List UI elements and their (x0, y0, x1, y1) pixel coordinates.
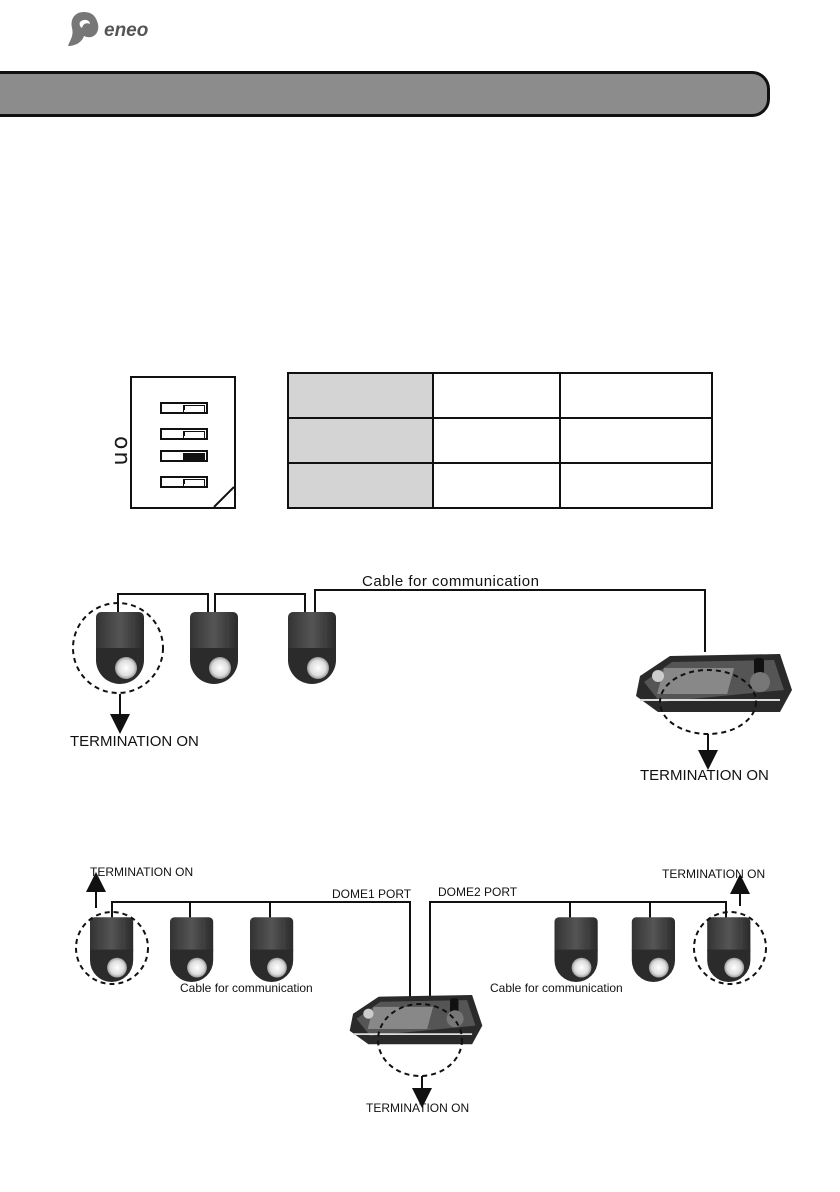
dome-camera-icon (555, 917, 598, 982)
termination-label-bottom: TERMINATION ON (366, 1101, 470, 1115)
port-label-dome2: DOME2 PORT (438, 885, 518, 899)
cable-label-left: Cable for communication (180, 981, 313, 995)
termination-label-left: TERMINATION ON (70, 733, 199, 750)
logo-text: eneo (104, 20, 149, 41)
cable-label: Cable for communication (362, 573, 540, 590)
diagram-1 (70, 573, 792, 784)
dome-camera-icon (90, 917, 133, 982)
termination-label-left: TERMINATION ON (90, 865, 194, 879)
keyboard-controller-icon (636, 654, 792, 712)
dome-camera-icon (96, 612, 144, 684)
cable-line (570, 902, 650, 918)
keyboard-controller-icon (350, 995, 483, 1044)
diagram-2 (76, 865, 766, 1115)
cable-line (315, 590, 705, 652)
dome-camera-icon (190, 612, 238, 684)
dome-camera-icon (250, 917, 293, 982)
cable-line (215, 594, 305, 612)
dome-camera-icon (632, 917, 675, 982)
termination-label-right: TERMINATION ON (640, 767, 769, 784)
cable-label-right: Cable for communication (490, 981, 623, 995)
dome-camera-icon (170, 917, 213, 982)
port-label-dome1: DOME1 PORT (332, 887, 412, 901)
dome-camera-icon (288, 612, 336, 684)
cable-line (118, 594, 208, 612)
termination-label-right: TERMINATION ON (662, 867, 766, 881)
dome-camera-icon (707, 917, 750, 982)
dip-on-label: on (109, 436, 134, 468)
cable-line (112, 902, 190, 918)
cable-line (190, 902, 270, 918)
